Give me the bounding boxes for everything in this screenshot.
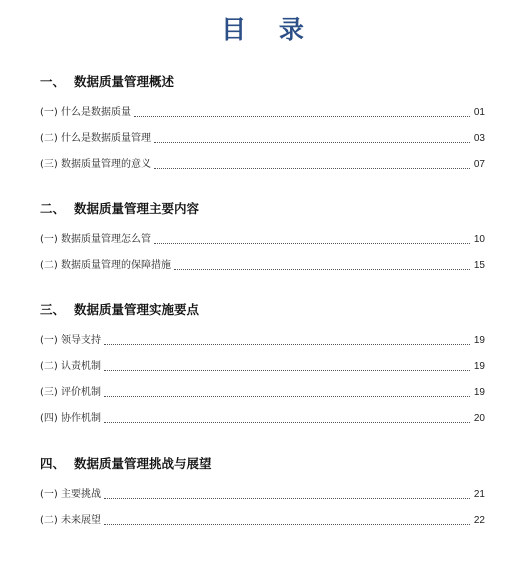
entry-label: (二) 什么是数据质量管理 [40, 133, 151, 144]
section-heading[interactable] [40, 453, 485, 475]
page-number: 15 [473, 260, 485, 271]
entry-label: (二) 未来展望 [40, 515, 101, 526]
dot-leader [154, 167, 470, 169]
entry-label: (一) 主要挑战 [40, 489, 101, 500]
section-title: 数据质量管理主要内容 [74, 201, 200, 216]
section-heading[interactable] [40, 299, 485, 321]
page-number: 19 [473, 335, 485, 346]
dot-leader [174, 268, 470, 270]
page-number: 07 [473, 159, 485, 170]
toc-entry[interactable] [40, 403, 485, 429]
page-number: 01 [473, 107, 485, 118]
toc-entry[interactable] [40, 149, 485, 175]
section-title: 数据质量管理概述 [74, 74, 175, 89]
page-number: 20 [473, 413, 485, 424]
dot-leader [104, 523, 470, 525]
dot-leader [104, 421, 470, 423]
section-heading[interactable] [40, 198, 485, 220]
dot-leader [104, 497, 470, 499]
dot-leader [134, 115, 470, 117]
toc-entry[interactable] [40, 250, 485, 276]
dot-leader [104, 343, 470, 345]
toc-entry[interactable] [40, 505, 485, 531]
section-number: 三、 [40, 302, 66, 317]
dot-leader [154, 242, 470, 244]
page-number: 03 [473, 133, 485, 144]
section-title: 数据质量管理挑战与展望 [74, 456, 212, 471]
page-number: 10 [473, 234, 485, 245]
dot-leader [104, 369, 470, 371]
entry-label: (三) 评价机制 [40, 387, 101, 398]
toc-entry[interactable] [40, 123, 485, 149]
toc-entry[interactable] [40, 479, 485, 505]
entry-label: (二) 数据质量管理的保障措施 [40, 260, 171, 271]
toc-entry[interactable] [40, 351, 485, 377]
page-title: 目 录 [221, 15, 316, 44]
toc-entry[interactable] [40, 224, 485, 250]
page-number: 19 [473, 361, 485, 372]
section-number: 一、 [40, 74, 66, 89]
section-number: 二、 [40, 201, 66, 216]
toc-entry[interactable] [40, 377, 485, 403]
toc-section-2 [40, 198, 485, 276]
dot-leader [154, 141, 470, 143]
entry-label: (三) 数据质量管理的意义 [40, 159, 151, 170]
page-number: 22 [473, 515, 485, 526]
section-number: 四、 [40, 456, 66, 471]
toc-entry[interactable] [40, 325, 485, 351]
entry-label: (四) 协作机制 [40, 413, 101, 424]
toc-section-1 [40, 71, 485, 175]
dot-leader [104, 395, 470, 397]
entry-label: (二) 认责机制 [40, 361, 101, 372]
toc-section-4 [40, 453, 485, 531]
page-number: 19 [473, 387, 485, 398]
section-title: 数据质量管理实施要点 [74, 302, 200, 317]
toc-entry[interactable] [40, 97, 485, 123]
section-heading[interactable] [40, 71, 485, 93]
entry-label: (一) 什么是数据质量 [40, 107, 131, 118]
entry-label: (一) 数据质量管理怎么管 [40, 234, 151, 245]
page-number: 21 [473, 489, 485, 500]
toc-section-3 [40, 299, 485, 429]
entry-label: (一) 领导支持 [40, 335, 101, 346]
